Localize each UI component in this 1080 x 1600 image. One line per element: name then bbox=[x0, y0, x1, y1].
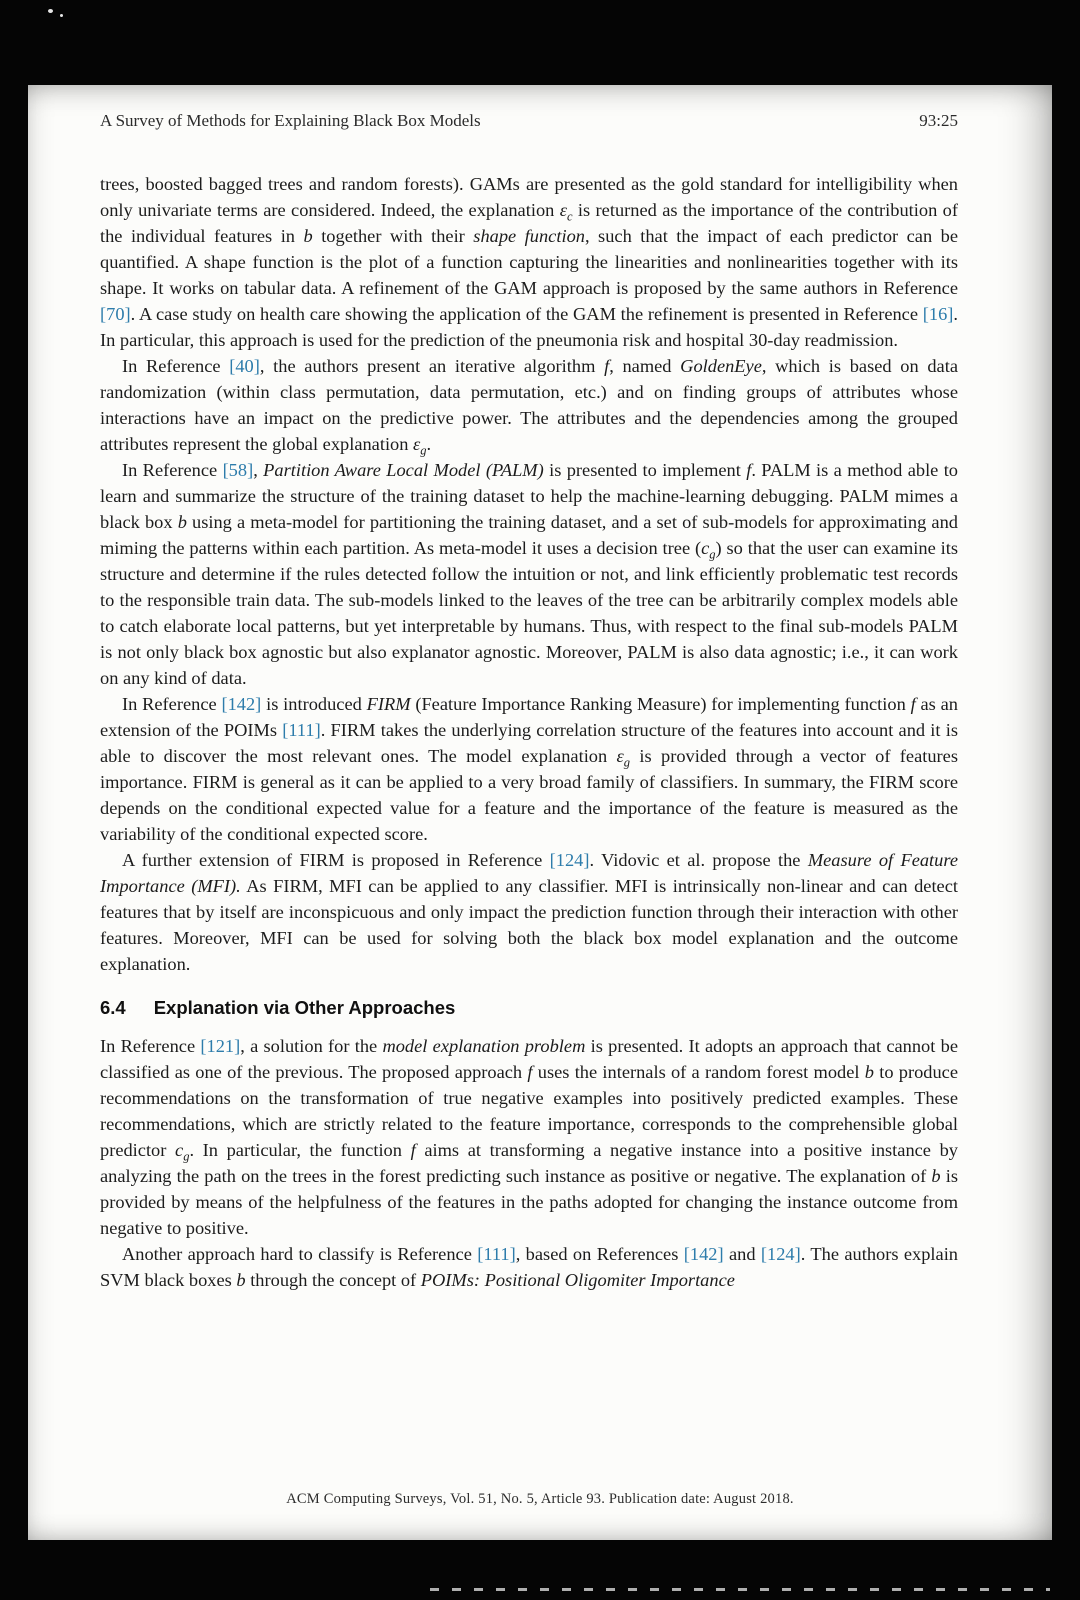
reference-link[interactable]: [111] bbox=[282, 720, 321, 740]
text-segment: . The authors explain SVM black boxes bbox=[100, 1244, 959, 1290]
paragraph bbox=[100, 691, 958, 847]
page-number: 93:25 bbox=[919, 111, 958, 130]
subscript-var: g bbox=[420, 443, 427, 458]
body-after-heading bbox=[100, 1033, 958, 1293]
italic-text: f bbox=[746, 460, 752, 480]
reference-link[interactable]: [16] bbox=[922, 304, 954, 324]
text-segment: . A case study on health care showing the application of the GAM the refinement is presented in Reference bbox=[130, 304, 923, 324]
italic-text: Partition Aware Local Model (PALM) bbox=[263, 460, 544, 480]
text-segment: . In particular, the function bbox=[189, 1140, 411, 1160]
text-segment: as an extension of the POIMs bbox=[100, 694, 958, 740]
italic-text: f bbox=[910, 694, 916, 714]
text-segment: uses the internals of a random forest model bbox=[532, 1062, 865, 1082]
scan-speck bbox=[48, 9, 53, 13]
text-segment: In Reference bbox=[122, 694, 222, 714]
text-segment: , based on References bbox=[515, 1244, 684, 1264]
text-segment: In Reference bbox=[100, 1036, 201, 1056]
subscript-var: c bbox=[566, 209, 573, 224]
text-segment: , a solution for the bbox=[240, 1036, 383, 1056]
text-segment: Another approach hard to classify is Reference bbox=[122, 1244, 478, 1264]
text-segment: aims at transforming a negative instance into a positive instance by analyzing the path on the trees in the forest predicting such instance as positive or negative. The explanation of bbox=[100, 1140, 958, 1186]
italic-text: POIMs: Positional Oligomiter Importance bbox=[420, 1270, 735, 1290]
italic-text: GoldenEye bbox=[680, 356, 762, 376]
text-segment: In Reference bbox=[122, 356, 230, 376]
text-segment: is provided by means of the helpfulness of the features in the paths adopted for changing the instance outcome from negative to positive. bbox=[100, 1166, 958, 1238]
body-before-heading bbox=[100, 171, 958, 977]
text-segment: is provided through a vector of features importance. FIRM is general as it can be applied to a very broad family of classifiers. In summary, the FIRM score depends on the conditional expected value for a feature and the importance of the feature is measured as the variability of the conditional expected score. bbox=[100, 746, 958, 844]
reference-link[interactable]: [121] bbox=[200, 1036, 241, 1056]
italic-text: b bbox=[236, 1270, 246, 1290]
italic-text: c bbox=[175, 1140, 184, 1160]
text-segment: , bbox=[253, 460, 264, 480]
italic-text: FIRM bbox=[366, 694, 411, 714]
italic-text: b bbox=[177, 512, 187, 532]
reference-link[interactable]: [40] bbox=[229, 356, 260, 376]
text-segment: using a meta-model for partitioning the training dataset, and a set of sub-models for approximating and miming the patterns within each partition. As meta-model it uses a decision tree ( bbox=[100, 512, 958, 558]
paragraph bbox=[100, 1033, 958, 1241]
paragraph bbox=[100, 353, 958, 457]
paragraph bbox=[100, 847, 958, 977]
text-segment: trees, boosted bagged trees and random forests). GAMs are presented as the gold standard for intelligibility when only univariate terms are considered. Indeed, the explanation bbox=[100, 174, 958, 220]
subscript-var: g bbox=[709, 547, 716, 562]
text-segment: . PALM is a method able to learn and summarize the structure of the training dataset to help the machine-learning debugging. PALM mimes a black box bbox=[100, 460, 958, 532]
italic-text: ε bbox=[413, 434, 421, 454]
reference-link[interactable]: [124] bbox=[760, 1244, 801, 1264]
text-segment: is presented to implement bbox=[543, 460, 747, 480]
text-segment: . Vidovic et al. propose the bbox=[589, 850, 808, 870]
italic-text: f bbox=[410, 1140, 416, 1160]
paragraph bbox=[100, 171, 958, 353]
text-segment: A further extension of FIRM is proposed in Reference bbox=[122, 850, 550, 870]
running-header bbox=[100, 111, 958, 131]
text-segment: (Feature Importance Ranking Measure) for implementing function bbox=[410, 694, 911, 714]
italic-text: Measure of Feature Importance (MFI). bbox=[100, 850, 958, 896]
reference-link[interactable]: [70] bbox=[100, 304, 131, 324]
paragraph bbox=[100, 457, 958, 691]
document-page bbox=[28, 85, 1052, 1540]
text-segment: together with their bbox=[312, 226, 474, 246]
text-segment: and bbox=[723, 1244, 761, 1264]
reference-link[interactable]: [142] bbox=[221, 694, 262, 714]
italic-text: ε bbox=[559, 200, 567, 220]
text-segment: As FIRM, MFI can be applied to any classifier. MFI is intrinsically non-linear and can detect features that by itself are inconspicuous and only impact the prediction function through their interaction with other features. Moreover, MFI can be used for solving both the black box model explanation and the outcome explanation. bbox=[100, 876, 958, 974]
text-segment: . FIRM takes the underlying correlation structure of the features into account and it is able to discover the most relevant ones. The model explanation bbox=[100, 720, 958, 766]
paragraph bbox=[100, 1241, 958, 1293]
reference-link[interactable]: [111] bbox=[477, 1244, 516, 1264]
text-segment: through the concept of bbox=[245, 1270, 421, 1290]
page-footer: ACM Computing Surveys, Vol. 51, No. 5, Article 93. Publication date: August 2018. bbox=[286, 1491, 794, 1507]
section-title: Explanation via Other Approaches bbox=[153, 997, 456, 1018]
italic-text: ε bbox=[616, 746, 624, 766]
text-segment: , which is based on data randomization (within class permutation, data permutation, etc.) and on finding groups of attributes whose interactions have an impact on the predictive power. The attributes and the dependencies among the grouped attributes represent the global explanation bbox=[100, 356, 958, 454]
subscript-var: g bbox=[623, 755, 631, 770]
scan-artifact-page-edge bbox=[430, 1588, 1050, 1591]
scan-speck bbox=[60, 14, 63, 17]
text-segment: , such that the impact of each predictor can be quantified. A shape function is the plot of a function capturing the linearities and nonlinearities together with its shape. It works on tabular data. A refinement of the GAM approach is proposed by the same authors in Reference bbox=[100, 226, 958, 298]
subscript-var: g bbox=[183, 1149, 190, 1164]
text-segment: is introduced bbox=[261, 694, 367, 714]
text-segment: , named bbox=[609, 356, 681, 376]
text-segment: . bbox=[426, 434, 432, 454]
running-title: A Survey of Methods for Explaining Black Box Models bbox=[100, 111, 481, 130]
italic-text: b bbox=[303, 226, 313, 246]
italic-text: b bbox=[931, 1166, 941, 1186]
text-segment: , the authors present an iterative algorithm bbox=[259, 356, 605, 376]
italic-text: shape function bbox=[473, 226, 585, 246]
reference-link[interactable]: [58] bbox=[222, 460, 254, 480]
text-segment: ) so that the user can examine its structure and determine if the rules detected follow the intuition or not, and link efficiently problematic test records to the responsible train data. The sub-models linked to the leaves of the tree can be arbitrarily complex models able to catch elaborate local patterns, but yet interpretable by humans. Thus, with respect to the final sub-models PALM is not only black box agnostic but also explanator agnostic. Moreover, PALM is also data agnostic; i.e., it can work on any kind of data. bbox=[100, 538, 958, 688]
section-heading bbox=[100, 997, 958, 1019]
italic-text: f bbox=[527, 1062, 533, 1082]
italic-text: b bbox=[864, 1062, 874, 1082]
text-segment: to produce recommendations on the transformation of true negative examples into positively predicted examples. These recommendations, which are strictly related to the feature importance, corresponds to the comprehensible global predictor bbox=[100, 1062, 958, 1160]
section-number: 6.4 bbox=[100, 997, 126, 1018]
text-segment: In Reference bbox=[122, 460, 223, 480]
italic-text: f bbox=[604, 356, 610, 376]
italic-text: c bbox=[701, 538, 710, 558]
text-segment: is presented. It adopts an approach that cannot be classified as one of the previous. The proposed approach bbox=[100, 1036, 958, 1082]
italic-text: model explanation problem bbox=[382, 1036, 586, 1056]
text-segment: . In particular, this approach is used for the prediction of the pneumonia risk and hospital 30-day readmission. bbox=[100, 304, 958, 350]
text-segment: is returned as the importance of the contribution of the individual features in bbox=[100, 200, 958, 246]
reference-link[interactable]: [124] bbox=[549, 850, 590, 870]
reference-link[interactable]: [142] bbox=[683, 1244, 724, 1264]
